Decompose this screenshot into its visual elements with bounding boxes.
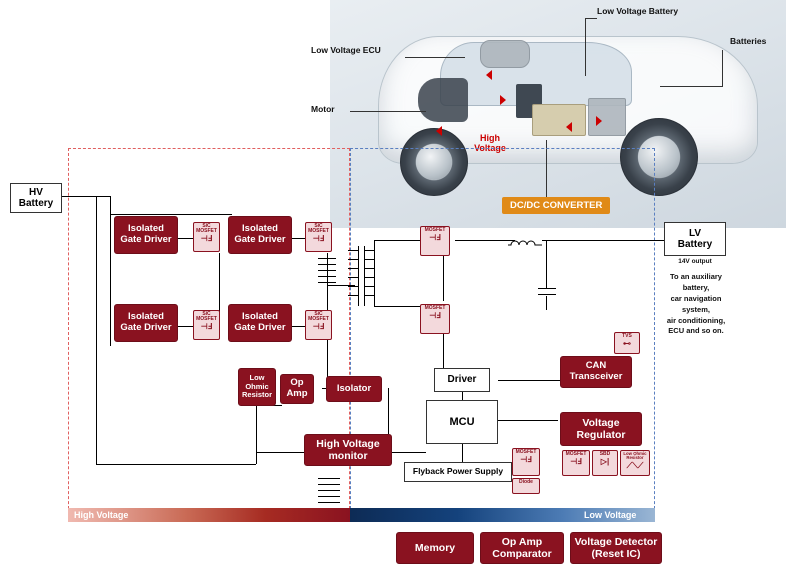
mcu-label: MCU: [449, 415, 475, 428]
can-line-1: CAN: [585, 360, 607, 372]
hv-monitor-line-2: monitor: [328, 450, 368, 462]
diode-label: Diode: [519, 479, 533, 485]
callout-line-batteries-2: [660, 86, 723, 87]
mosfet-symbol-icon: ⊣Ⅎ: [429, 233, 441, 242]
mosfet-symbol-icon: ⊣Ⅎ: [312, 234, 325, 243]
mosfet-1[interactable]: [420, 226, 450, 256]
isolated-gate-driver-4[interactable]: [228, 304, 292, 342]
sic-mosfet-3[interactable]: [193, 310, 220, 340]
op-amp-block[interactable]: [280, 374, 314, 404]
lv-note-line-3: car navigation: [670, 293, 722, 303]
vreg-line-1: Voltage: [582, 416, 620, 429]
hv-battery-line-2: Battery: [18, 198, 54, 209]
isolated-gate-driver-2[interactable]: [228, 216, 292, 254]
wire: [546, 296, 547, 310]
transformer-left-winding: [348, 250, 358, 302]
power-flow-arrow: [486, 70, 492, 80]
high-voltage-line-1: High: [480, 133, 500, 143]
low-ohmic-line-3: Resistor: [241, 390, 272, 400]
wire: [498, 380, 568, 381]
lv-battery-box: [664, 222, 726, 256]
motor-component: [418, 78, 468, 122]
wire: [96, 196, 97, 464]
voltage-detector-line-1: Voltage Detector: [574, 535, 658, 548]
mosfet-symbol-icon: ⊣Ⅎ: [520, 455, 532, 464]
wire: [178, 238, 194, 239]
opamp-comparator-line-2: Comparator: [492, 548, 552, 560]
voltage-detector-line-2: (Reset IC): [591, 548, 641, 560]
op-amp-line-2: Amp: [286, 388, 308, 399]
callout-line-batteries: [722, 50, 723, 86]
mosfet-symbol-icon: ⊣Ⅎ: [200, 234, 213, 243]
dcdc-converter-component: [532, 104, 586, 136]
capacitor: [538, 288, 556, 296]
wire: [374, 240, 375, 306]
sic-mosfet-2[interactable]: [305, 222, 332, 252]
callout-line-ecu: [405, 57, 465, 58]
transformer-primary: [318, 258, 336, 284]
wire: [62, 196, 110, 197]
isolator-label: Isolator: [336, 382, 372, 394]
photo-label-low-voltage-battery: Low Voltage Battery: [597, 6, 679, 16]
photo-label-low-voltage-ecu: Low Voltage ECU: [311, 45, 381, 55]
photo-label-motor: Motor: [311, 104, 335, 114]
isolator-block[interactable]: [326, 376, 382, 402]
flyback-label: Flyback Power Supply: [412, 466, 504, 477]
can-line-2: Transceiver: [569, 371, 623, 382]
op-amp-line-1: Op: [290, 377, 304, 389]
power-flow-arrow: [436, 126, 442, 136]
mosfet-symbol-icon: ⊣Ⅎ: [200, 322, 213, 331]
power-flow-arrow: [500, 95, 506, 105]
inductor-icon: [508, 238, 542, 246]
resistor-symbol-icon: ⟋⟍⟋: [626, 460, 644, 470]
sic-mosfet-label: SiC MOSFET: [196, 223, 217, 234]
mosfet-symbol-icon: ⊣Ⅎ: [312, 322, 325, 331]
callout-line-motor: [350, 111, 426, 112]
power-flow-arrow: [566, 122, 572, 132]
wire: [219, 253, 220, 313]
sic-mosfet-4[interactable]: [305, 310, 332, 340]
memory-block[interactable]: [396, 532, 474, 564]
flyback-mosfet[interactable]: [512, 448, 540, 476]
regulator-sbd[interactable]: [592, 450, 618, 476]
gate-driver-line-2: Gate Driver: [234, 234, 286, 245]
high-voltage-band-label: High Voltage: [74, 510, 129, 520]
wire: [256, 452, 304, 453]
wire: [358, 246, 359, 306]
lv-battery-note: [656, 272, 736, 337]
wire: [178, 326, 194, 327]
lv-battery-line-1: LV: [688, 227, 702, 239]
flyback-diode[interactable]: [512, 478, 540, 494]
lv-note-line-4: system,: [682, 304, 710, 314]
gate-driver-line-1: Isolated: [242, 311, 278, 323]
lv-battery-output-label: 14V output: [678, 258, 712, 265]
wire: [546, 240, 547, 288]
gate-driver-line-2: Gate Driver: [234, 322, 286, 333]
battery-pack-component: [588, 98, 626, 136]
tvs-label: TVS: [622, 333, 632, 339]
sic-mosfet-label: SiC MOSFET: [308, 311, 329, 322]
high-voltage-line-2: Voltage: [474, 143, 506, 154]
wire: [542, 240, 652, 241]
wire: [498, 420, 558, 421]
mosfet-label: MOSFET: [565, 451, 587, 457]
transformer-right-winding: [364, 250, 374, 302]
vreg-line-2: Regulator: [576, 429, 626, 441]
wire: [96, 464, 256, 465]
low-ohmic-resistor-label: Low Ohmic Resistor: [623, 451, 647, 461]
gate-driver-line-2: Gate Driver: [120, 234, 172, 245]
wire: [500, 240, 501, 241]
gate-driver-line-1: Isolated: [242, 223, 278, 235]
low-ohmic-resistor-block[interactable]: [238, 368, 276, 406]
photo-label-dcdc-converter: DC/DC CONVERTER: [502, 197, 610, 214]
mosfet-label: MOSFET: [424, 305, 446, 311]
voltage-detector-block[interactable]: [570, 532, 662, 564]
sic-mosfet-1[interactable]: [193, 222, 220, 252]
gate-driver-line-2: Gate Driver: [120, 322, 172, 333]
memory-label: Memory: [414, 541, 456, 554]
mosfet-label: MOSFET: [424, 227, 446, 233]
mosfet-label: MOSFET: [515, 449, 537, 455]
hv-battery-box: [10, 183, 62, 213]
opamp-comparator-line-1: Op Amp: [501, 535, 543, 548]
regulator-mosfet[interactable]: [562, 450, 590, 476]
can-transceiver-block[interactable]: [560, 356, 632, 388]
photo-label-batteries: Batteries: [730, 36, 767, 46]
callout-line-lv-battery: [585, 18, 586, 76]
lv-note-line-5: air conditioning,: [666, 315, 726, 325]
diode-symbol-icon: ▷|: [600, 457, 610, 466]
sic-mosfet-label: SiC MOSFET: [196, 311, 217, 322]
driver-label: Driver: [447, 374, 477, 386]
lv-note-line-6: ECU and so on.: [668, 326, 724, 336]
mosfet-symbol-icon: ⊣Ⅎ: [570, 457, 582, 466]
gate-driver-line-1: Isolated: [128, 223, 164, 235]
low-ohmic-line-2: Ohmic: [245, 381, 269, 391]
mosfet-2[interactable]: [420, 304, 450, 334]
wire: [110, 214, 232, 215]
lv-note-line-2: battery,: [682, 282, 710, 292]
wire: [652, 240, 664, 241]
mosfet-symbol-icon: ⊣Ⅎ: [429, 311, 441, 320]
roof-module: [480, 40, 530, 68]
isolated-gate-driver-3[interactable]: [114, 304, 178, 342]
callout-line-lv-battery-2: [585, 18, 597, 19]
regulator-low-ohmic-resistor[interactable]: [620, 450, 650, 476]
isolated-gate-driver-1[interactable]: [114, 216, 178, 254]
driver-block[interactable]: [434, 368, 490, 392]
flyback-power-supply-block[interactable]: [404, 462, 512, 482]
sbd-label: SBD: [599, 451, 611, 457]
gate-driver-line-1: Isolated: [128, 311, 164, 323]
power-flow-arrow: [596, 116, 602, 126]
tvs-component[interactable]: [614, 332, 640, 354]
inductor: [508, 233, 542, 241]
voltage-regulator-block[interactable]: [560, 412, 642, 446]
transformer-bottom: [318, 478, 340, 504]
lv-note-line-1: To an auxiliary: [670, 272, 722, 281]
low-voltage-band-label: Low Voltage: [584, 510, 637, 520]
wire: [388, 452, 426, 453]
mcu-block[interactable]: [426, 400, 498, 444]
hv-monitor-line-1: High Voltage: [316, 437, 380, 450]
wire: [256, 405, 257, 464]
high-voltage-monitor-block[interactable]: [304, 434, 392, 466]
wire: [455, 240, 515, 241]
tvs-symbol-icon: ⊷: [623, 339, 631, 348]
wire: [110, 196, 111, 346]
lv-battery-line-2: Battery: [677, 239, 713, 250]
op-amp-comparator-block[interactable]: [480, 532, 564, 564]
sic-mosfet-label: SiC MOSFET: [308, 223, 329, 234]
wire: [443, 253, 444, 301]
hv-battery-line-1: HV: [29, 186, 43, 198]
low-ohmic-line-1: Low: [249, 373, 265, 383]
